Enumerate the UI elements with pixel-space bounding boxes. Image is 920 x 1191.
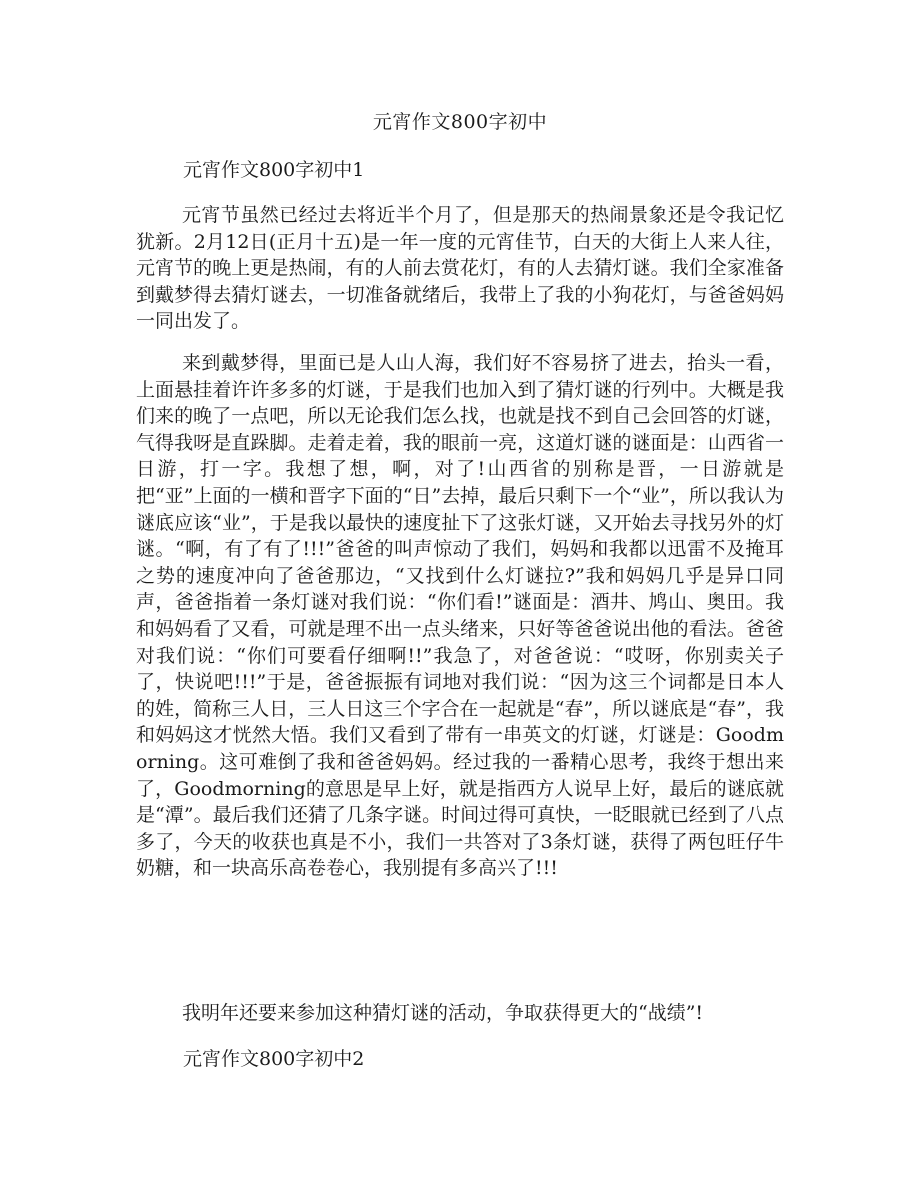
document-title: 元宵作文800字初中 bbox=[372, 111, 548, 133]
section-heading-1: 元宵作文800字初中1 bbox=[183, 159, 365, 181]
paragraph-1: 元宵节虽然已经过去将近半个月了，但是那天的热闹景象还是令我记忆犹新。2月12日(正月十五)是一年一度的元宵佳节，白天的大街上人来人往，元宵节的晚上更是热闹，有的人前去赏花灯，有的人去猜灯谜。我们全家准备到戴梦得去猜灯谜去，一切准备就绪后，我带上了我的小狗花灯，与爸爸妈妈一同出发了。 bbox=[136, 204, 784, 333]
section-heading-2: 元宵作文800字初中2 bbox=[183, 1048, 365, 1070]
paragraph-3: 我明年还要来参加这种猜灯谜的活动，争取获得更大的“战绩”! bbox=[182, 1002, 704, 1024]
paragraph-2: 来到戴梦得，里面已是人山人海，我们好不容易挤了进去，抬头一看，上面悬挂着许许多多的灯谜，于是我们也加入到了猜灯谜的行列中。大概是我们来的晚了一点吧，所以无论我们怎么找，也就是找不到自己会回答的灯谜，气得我呀是直跺脚。走着走着，我的眼前一亮，这道灯谜的谜面是：山西省一日游，打一字。我想了想，啊，对了!山西省的别称是晋，一日游就是把“亚”上面的一横和晋字下面的“日”去掉，最后只剩下一个“业”，所以我认为谜底应该“业”，于是我以最快的速度扯下了这张灯谜，又开始去寻找另外的灯谜。“啊，有了有了!!!”爸爸的叫声惊动了我们，妈妈和我都以迅雷不及掩耳之势的速度冲向了爸爸那边，“又找到什么灯谜拉?”我和妈妈几乎是异口同声，爸爸指着一条灯谜对我们说：“你们看!”谜面是：酒井、鸠山、奥田。我和妈妈看了又看，可就是理不出一点头绪来，只好等爸爸说出他的看法。爸爸对我们说：“你们可要看仔细啊!!”我急了，对爸爸说：“哎呀，你别卖关子了，快说吧!!!”于是，爸爸振振有词地对我们说：“因为这三个词都是日本人的姓，简称三人日，三人日这三个字合在一起就是“春”，所以谜底是“春”，我和妈妈这才恍然大悟。我们又看到了带有一串英文的灯谜，灯谜是：Goodmorning。这可难倒了我和爸爸妈妈。经过我的一番精心思考，我终于想出来了，Goodmorning的意思是早上好，就是指西方人说早上好，最后的谜底就是“潭”。最后我们还猜了几条字谜。时间过得可真快，一眨眼就已经到了八点多了，今天的收获也真是不小，我们一共答对了3条灯谜，获得了两包旺仔牛奶糖，和一块高乐高卷卷心，我别提有多高兴了!!! bbox=[136, 352, 784, 880]
